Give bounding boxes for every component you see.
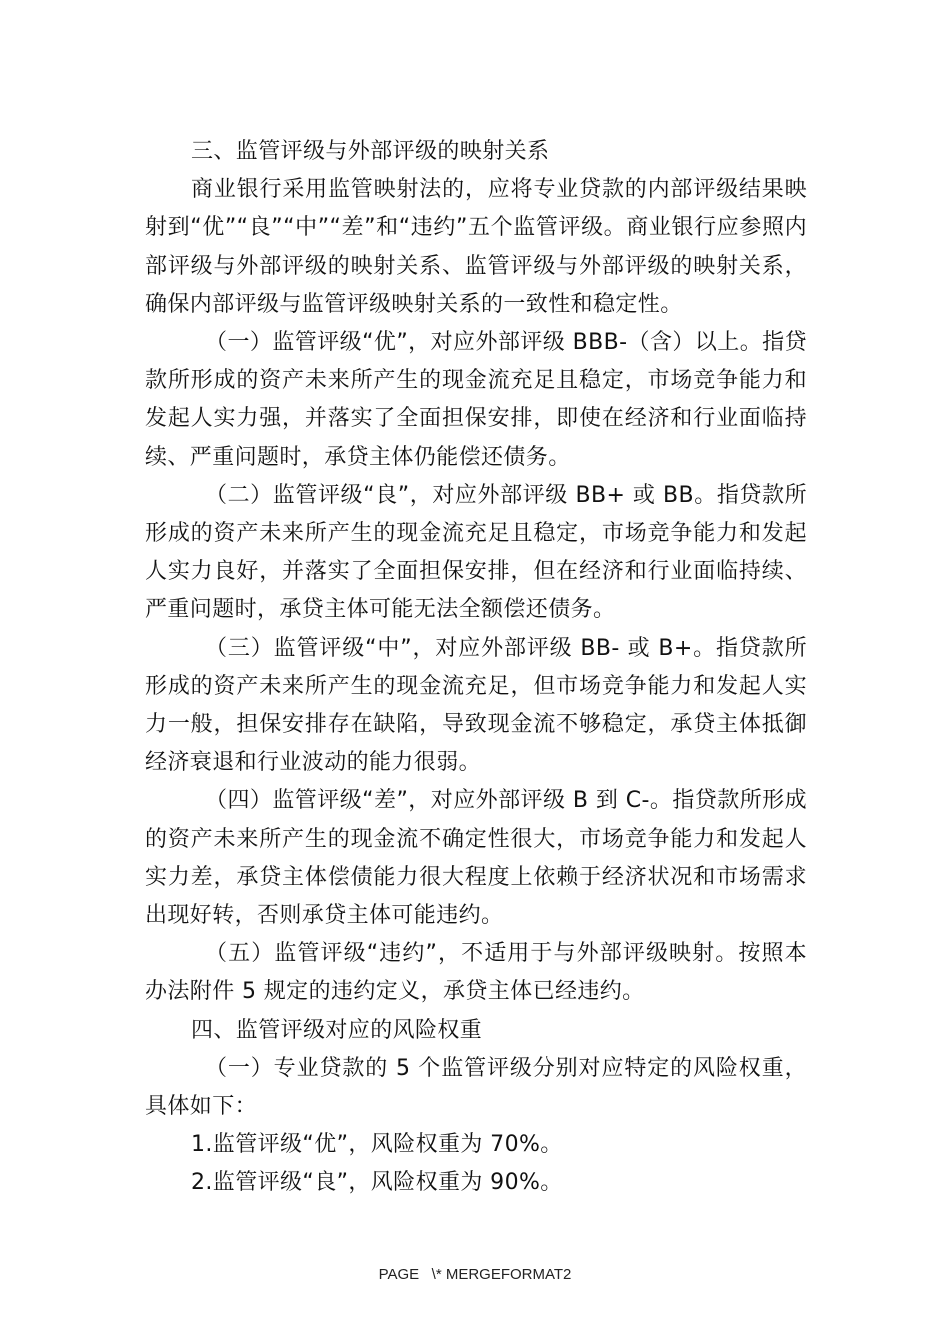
paragraph-mapping-intro: 商业银行采用监管映射法的，应将专业贷款的内部评级结果映射到“优”“良”“中”“差”和“违约”五个监管评级。商业银行应参照内部评级与外部评级的映射关系、监管评级与外部评级的映射关系，确保内部评级与监管评级映射关系的一致性和稳定性。 <box>145 177 807 317</box>
paragraph-rating-poor: （四）监管评级“差”，对应外部评级 B 到 C-。指贷款所形成的资产未来所产生的现金流不确定性很大，市场竞争能力和发起人实力差，承贷主体偿债能力很大程度上依赖于经济状况和市场需求出现好转，否则承贷主体可能违约。 <box>145 788 807 929</box>
paragraph-risk-weights-intro: （一）专业贷款的 5 个监管评级分别对应特定的风险权重，具体如下： <box>145 1055 807 1120</box>
page-footer-field: PAGE \* MERGEFORMAT2 <box>378 1266 572 1283</box>
list-item-weight-excellent: 1.监管评级“优”，风险权重为 70%。 <box>191 1132 563 1158</box>
document-body <box>145 133 807 1203</box>
paragraph-rating-excellent: （一）监管评级“优”，对应外部评级 BBB-（含）以上。指贷款所形成的资产未来所产生的现金流充足且稳定，市场竞争能力和发起人实力强，并落实了全面担保安排，即使在经济和行业面临持续、严重问题时，承贷主体仍能偿还债务。 <box>145 330 807 470</box>
paragraph-rating-good: （二）监管评级“良”，对应外部评级 BB+ 或 BB。指贷款所形成的资产未来所产生的现金流充足且稳定，市场竞争能力和发起人实力良好，并落实了全面担保安排，但在经济和行业面临持续、严重问题时，承贷主体可能无法全额偿还债务。 <box>145 482 807 623</box>
paragraph-rating-medium: （三）监管评级“中”，对应外部评级 BB- 或 B+。指贷款所形成的资产未来所产生的现金流充足，但市场竞争能力和发起人实力一般，担保安排存在缺陷，导致现金流不够稳定，承贷主体抵御经济衰退和行业波动的能力很弱。 <box>145 635 807 776</box>
paragraph-rating-default: （五）监管评级“违约”，不适用于与外部评级映射。按照本办法附件 5 规定的违约定义，承贷主体已经违约。 <box>145 941 807 1005</box>
section-heading-3: 三、监管评级与外部评级的映射关系 <box>191 139 550 164</box>
section-heading-4: 四、监管评级对应的风险权重 <box>191 1017 483 1043</box>
list-item-weight-good: 2.监管评级“良”，风险权重为 90%。 <box>191 1170 563 1196</box>
